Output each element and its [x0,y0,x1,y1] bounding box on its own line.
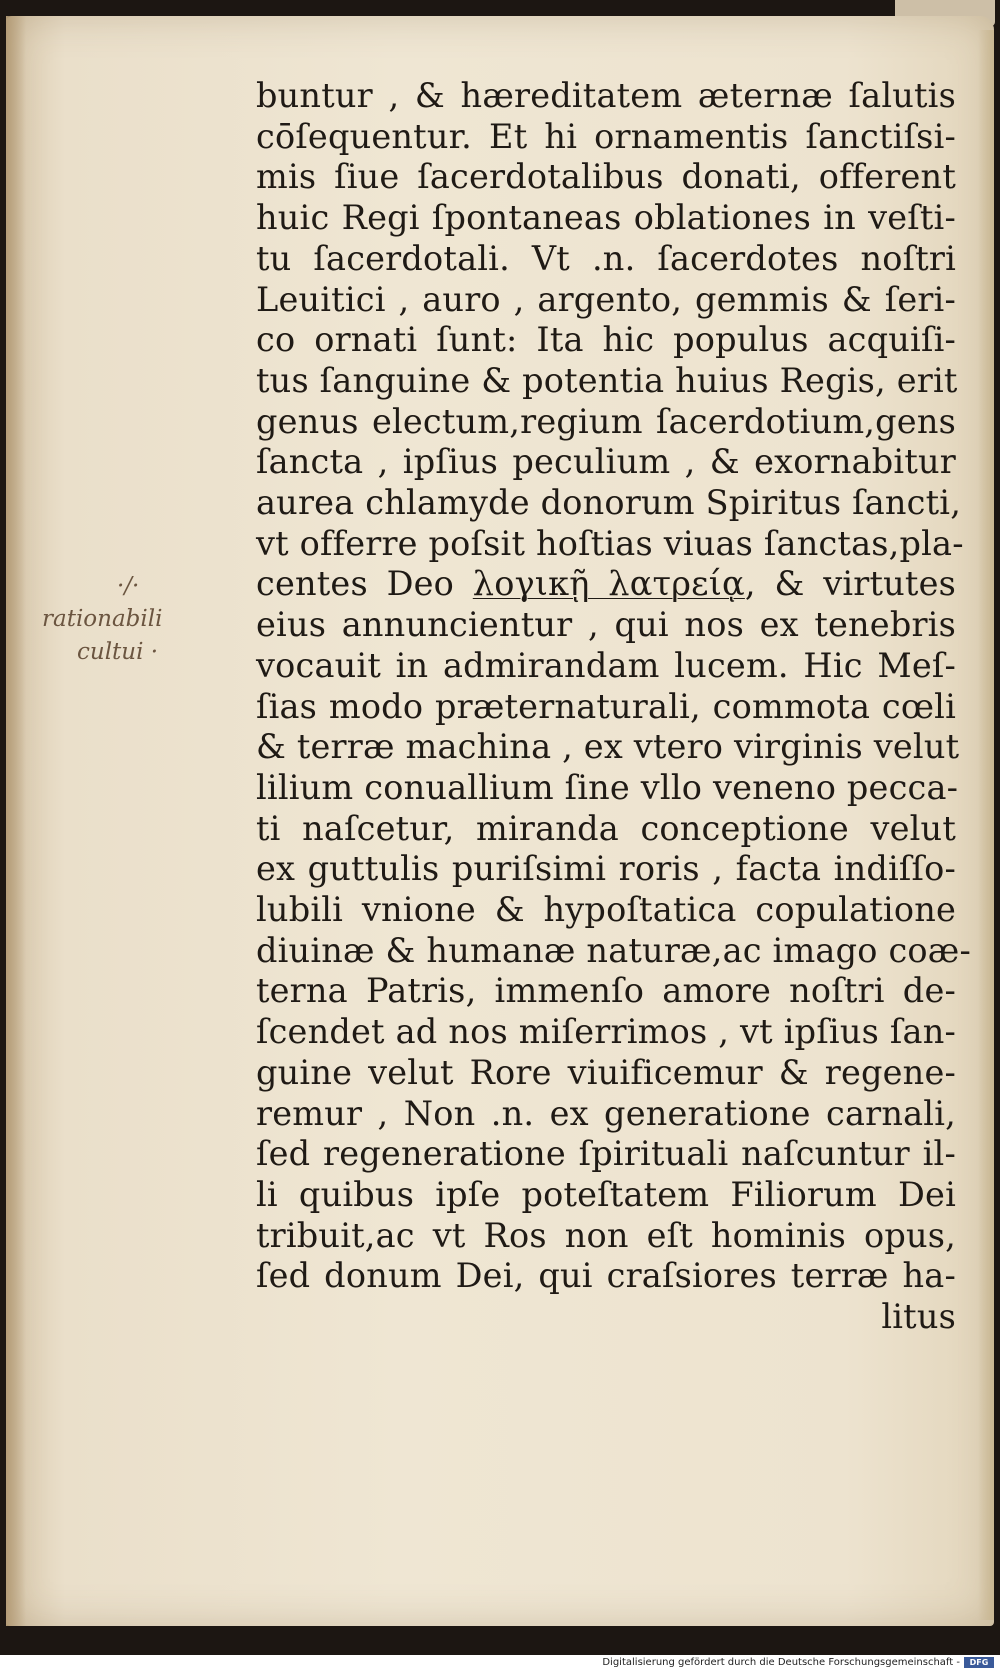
text-line [256,564,956,605]
text-line: litus [881,1297,956,1337]
text-line: vt offerre poſsit hoſtias viuas ſanctas,pla- [256,523,964,563]
margin-note-line: ·/· [117,573,140,599]
text-line: lubili vnione & hypoſtatica copulatione [256,890,956,930]
text-line: ti naſcetur, miranda conceptione velut [256,808,956,848]
handwritten-margin-note [42,570,252,669]
text-line: ſcendet ad nos miſerrimos , vt ipſius ſan- [256,1012,956,1052]
footer [0,1655,1000,1670]
text-line: diuinæ & humanæ naturæ,ac imago coæ- [256,930,972,970]
text-line: guine velut Rore viuificemur & regene- [256,1052,956,1092]
text-line: terna Patris, immenſo amore noſtri de- [256,971,956,1011]
text-line: ſed regeneratione ſpirituali naſcuntur il- [256,1134,956,1174]
text-line: remur , Non .n. ex generatione carnali, [256,1093,956,1133]
text-line: lilium conuallium ſine vllo veneno pecca- [256,767,959,807]
text-line: huic Regi ſpontaneas oblationes in veſti- [256,198,956,238]
greek-phrase: λογικῇ λατρείᾳ [472,564,745,604]
text-line: ſed donum Dei, qui craſsiores terræ ha- [256,1256,956,1296]
digitization-credit: Digitalisierung gefördert durch die Deutsche Forschungsgemeinschaft - [602,1657,960,1668]
margin-note-line: rationabili [42,606,163,632]
page-body-text [256,76,972,1338]
text-line: Leuitici , auro , argento, gemmis & ſeri- [256,279,956,319]
text-line: ex guttulis puriſsimi roris , facta indiſſo- [256,849,956,889]
text-line: vocauit in admirandam lucem. Hic Meſ- [256,645,956,685]
text-line: ſancta , ipſius peculium , & exornabitur [256,442,956,482]
margin-note-line: cultui · [77,639,159,665]
page-gutter-shadow [6,16,26,1626]
text-line: aurea chlamyde donorum Spiritus ſancti, [256,483,962,523]
text-line: li quibus ipſe poteſtatem Filiorum Dei [256,1174,956,1214]
text-line: ſias modo præternaturali, commota cœli [256,686,956,726]
dfg-logo: DFG [964,1657,994,1668]
page-edge-shadow [978,30,994,1620]
text-line: co ornati ſunt: Ita hic populus acquiſi- [256,320,956,360]
text-line: cōſequentur. Et hi ornamentis ſanctiſsi- [256,116,956,156]
text-line: genus electum,regium ſacerdotium,gens [256,401,956,441]
text-fragment: , & virtutes [744,564,957,604]
text-line: tu ſacerdotali. Vt .n. ſacerdotes noſtri [256,238,956,278]
text-line: eius annuncientur , qui nos ex tenebris [256,605,956,645]
text-line: mis ſiue ſacerdotalibus donati, offerent [256,157,956,197]
text-line: tribuit,ac vt Ros non eſt hominis opus, [256,1215,956,1255]
text-fragment: centes Deo [256,564,473,604]
text-line: tus ſanguine & potentia huius Regis, erit [256,360,958,400]
text-line: buntur , & hæreditatem æternæ ſalutis [256,76,956,115]
text-line: & terræ machina , ex vtero virginis velut [256,727,960,767]
